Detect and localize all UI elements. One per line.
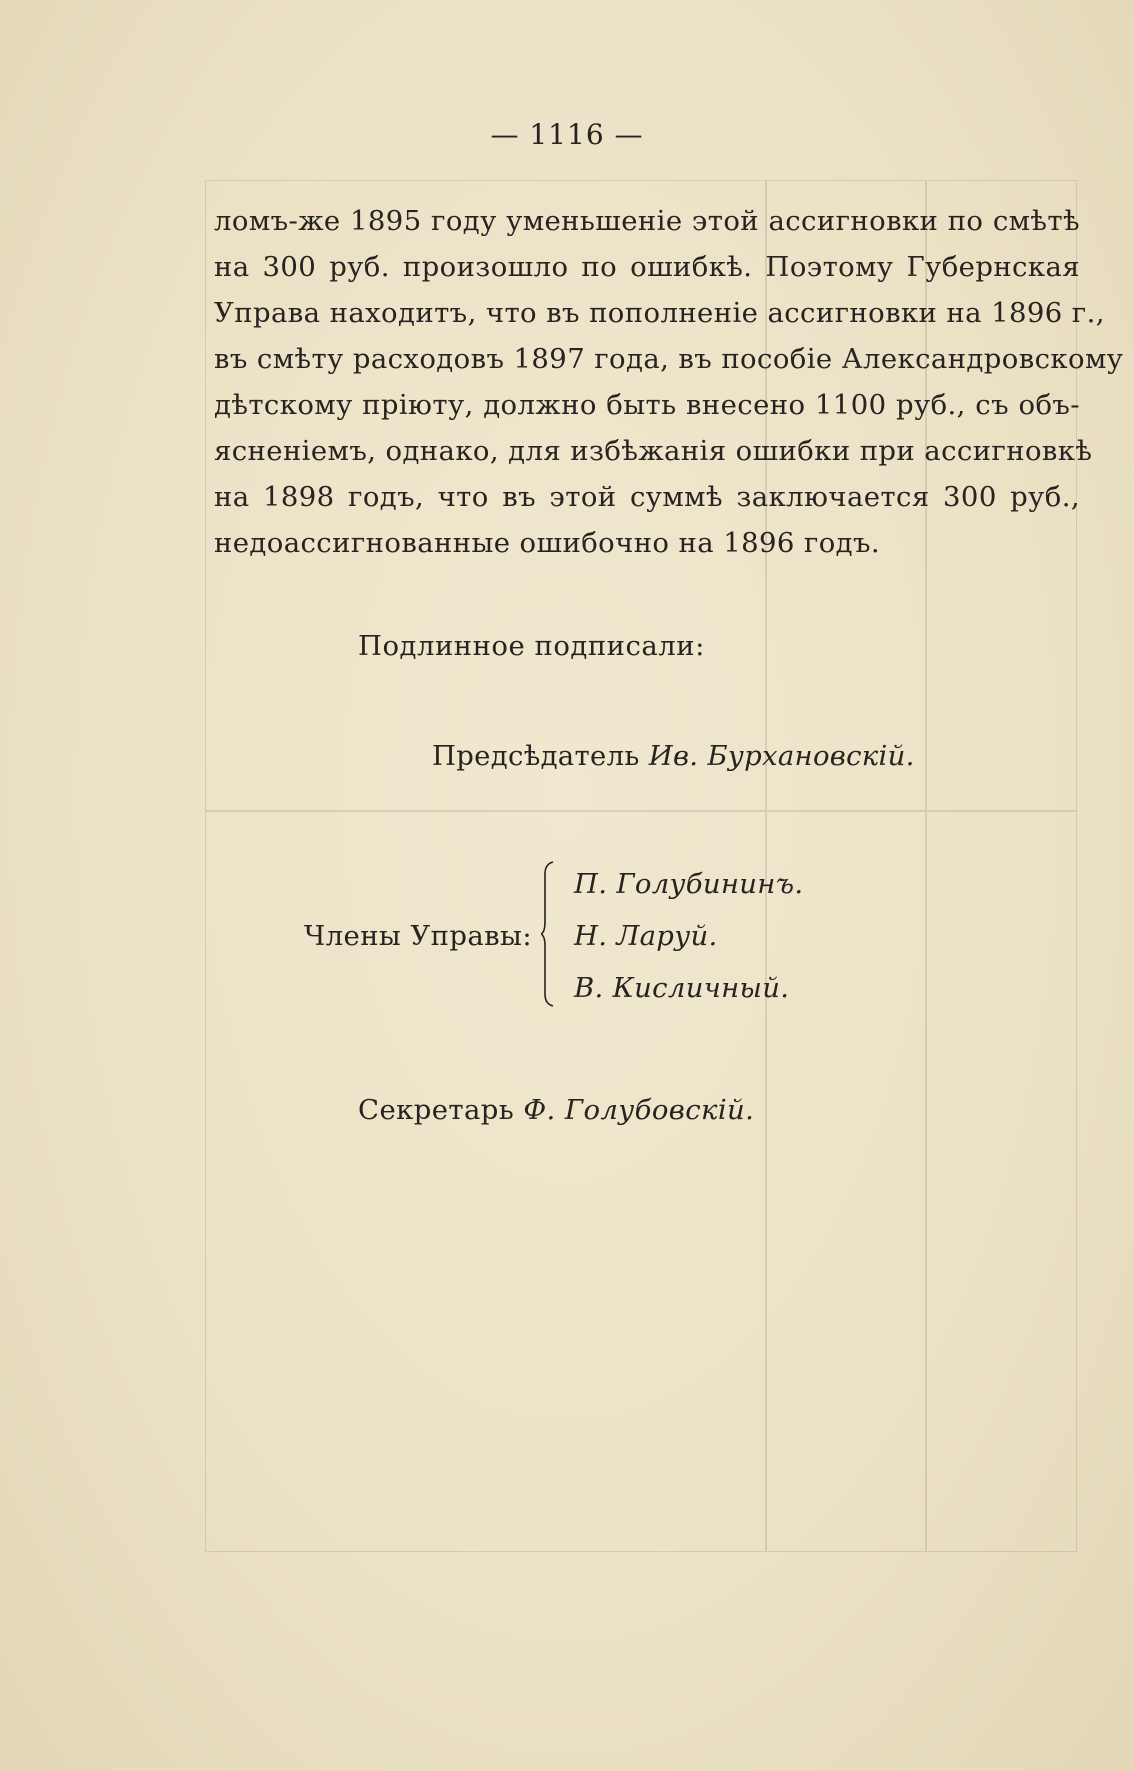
body-line: на 1898 годъ, что въ этой суммѣ заключается 300 руб., [214,481,1080,513]
member-name: Н. Ларуй. [574,920,718,952]
members-list [574,858,803,1014]
secretary-name: Ф. Голубовскій. [523,1094,755,1126]
body-line: недоассигнованные ошибочно на 1896 годъ. [214,527,881,559]
chairman-signature [432,740,915,772]
body-line: дѣтскому пріюту, должно быть внесено 1100 руб., съ объ- [214,389,1080,421]
chairman-name: Ив. Бурхановскій. [648,740,915,772]
secretary-title: Секретарь [358,1094,515,1126]
secretary-signature [358,1094,754,1126]
members-label: Члены Управы: [304,920,532,952]
member-name: В. Кисличный. [574,972,790,1004]
page-number: — 1116 — [490,118,644,151]
body-paragraph [214,198,1124,566]
chairman-title: Предсѣдатель [432,740,640,772]
body-line: ломъ-же 1895 году уменьшеніе этой ассигновки по смѣтѣ [214,205,1080,237]
body-line: ясненіемъ, однако, для избѣжанія ошибки при ассигновкѣ [214,435,1093,467]
signed-intro: Подлинное подписали: [358,630,705,662]
member-name: П. Голубининъ. [574,868,804,900]
body-line: Управа находитъ, что въ пополненіе ассигновки на 1896 г., [214,297,1105,329]
curly-brace-icon [541,860,555,1008]
body-line: въ смѣту расходовъ 1897 года, въ пособіе Александровскому [214,343,1124,375]
body-line: на 300 руб. произошло по ошибкѣ. Поэтому Губернская [214,251,1080,283]
